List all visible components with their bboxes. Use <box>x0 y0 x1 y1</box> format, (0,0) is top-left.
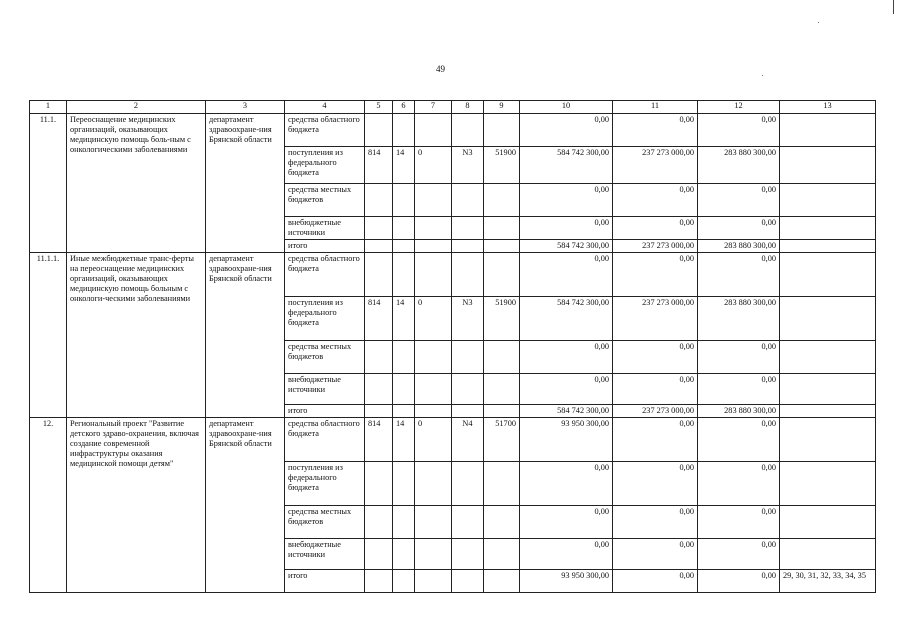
code-cell <box>484 217 520 240</box>
indicator-refs <box>780 506 876 539</box>
code-cell <box>365 506 393 539</box>
code-cell <box>415 506 452 539</box>
code-cell <box>415 253 452 297</box>
amount-year-2: 0,00 <box>698 374 780 405</box>
column-header: 2 <box>67 101 206 114</box>
funding-source: средства местных бюджетов <box>285 184 365 217</box>
code-cell <box>452 570 484 593</box>
indicator-refs <box>780 462 876 506</box>
code-cell <box>484 539 520 570</box>
code-cell: N4 <box>452 418 484 462</box>
code-cell <box>393 506 415 539</box>
column-header: 10 <box>520 101 613 114</box>
amount-year-2: 0,00 <box>698 418 780 462</box>
scan-speck <box>762 75 763 76</box>
budget-table <box>29 100 876 593</box>
amount-total: 93 950 300,00 <box>520 570 613 593</box>
code-cell <box>415 240 452 253</box>
item-name: Переоснащение медицинских организаций, оказывающих медицинскую помощь боль-ным с онкологическими заболеваниями <box>67 114 206 253</box>
code-cell <box>365 114 393 147</box>
code-cell <box>365 217 393 240</box>
amount-year-2: 0,00 <box>698 184 780 217</box>
amount-total: 584 742 300,00 <box>520 240 613 253</box>
amount-total: 0,00 <box>520 539 613 570</box>
code-cell <box>393 341 415 374</box>
amount-total: 0,00 <box>520 506 613 539</box>
amount-year-2: 0,00 <box>698 217 780 240</box>
code-cell <box>365 539 393 570</box>
code-cell <box>365 405 393 418</box>
code-cell <box>484 462 520 506</box>
code-cell <box>452 462 484 506</box>
code-cell <box>484 405 520 418</box>
item-executor: департамент здравоохране-ния Брянской области <box>206 253 285 418</box>
code-cell <box>452 240 484 253</box>
code-cell <box>484 253 520 297</box>
item-executor: департамент здравоохране-ния Брянской области <box>206 114 285 253</box>
amount-total: 584 742 300,00 <box>520 405 613 418</box>
indicator-refs <box>780 341 876 374</box>
code-cell: N3 <box>452 147 484 184</box>
code-cell <box>484 374 520 405</box>
code-cell: N3 <box>452 297 484 341</box>
column-header: 12 <box>698 101 780 114</box>
amount-year-1: 237 273 000,00 <box>613 240 698 253</box>
item-name: Иные межбюджетные транс-ферты на переоснащение медицинских организаций, оказывающих медицинскую помощь больным с онкологи-ческими заболеваниями <box>67 253 206 418</box>
code-cell <box>393 240 415 253</box>
code-cell <box>452 374 484 405</box>
code-cell <box>484 506 520 539</box>
indicator-refs <box>780 539 876 570</box>
code-cell <box>415 341 452 374</box>
indicator-refs <box>780 418 876 462</box>
code-cell <box>365 570 393 593</box>
column-header: 4 <box>285 101 365 114</box>
amount-year-2: 0,00 <box>698 539 780 570</box>
column-header: 5 <box>365 101 393 114</box>
funding-source: итого <box>285 570 365 593</box>
code-cell <box>484 570 520 593</box>
item-executor: департамент здравоохране-ния Брянской области <box>206 418 285 593</box>
code-cell <box>484 114 520 147</box>
amount-year-2: 0,00 <box>698 253 780 297</box>
amount-total: 0,00 <box>520 184 613 217</box>
code-cell <box>452 341 484 374</box>
scan-speck <box>818 22 819 23</box>
amount-year-1: 0,00 <box>613 341 698 374</box>
code-cell <box>484 240 520 253</box>
code-cell <box>365 253 393 297</box>
table-row <box>30 253 876 297</box>
amount-total: 0,00 <box>520 462 613 506</box>
code-cell <box>365 341 393 374</box>
code-cell <box>415 539 452 570</box>
code-cell: 814 <box>365 297 393 341</box>
code-cell: 51700 <box>484 418 520 462</box>
funding-source: итого <box>285 240 365 253</box>
code-cell <box>484 341 520 374</box>
code-cell <box>393 217 415 240</box>
table-header-row <box>30 101 876 114</box>
code-cell <box>415 217 452 240</box>
code-cell <box>393 570 415 593</box>
code-cell <box>452 506 484 539</box>
funding-source: средства областного бюджета <box>285 253 365 297</box>
amount-total: 0,00 <box>520 114 613 147</box>
amount-year-2: 0,00 <box>698 341 780 374</box>
funding-source: средства областного бюджета <box>285 418 365 462</box>
column-header: 6 <box>393 101 415 114</box>
column-header: 1 <box>30 101 67 114</box>
column-header: 13 <box>780 101 876 114</box>
indicator-refs <box>780 184 876 217</box>
amount-year-1: 0,00 <box>613 462 698 506</box>
funding-source: средства местных бюджетов <box>285 506 365 539</box>
code-cell <box>393 253 415 297</box>
funding-source: средства областного бюджета <box>285 114 365 147</box>
indicator-refs <box>780 374 876 405</box>
amount-year-1: 237 273 000,00 <box>613 405 698 418</box>
table-row <box>30 114 876 147</box>
code-cell: 14 <box>393 147 415 184</box>
indicator-refs <box>780 297 876 341</box>
item-number: 11.1. <box>30 114 67 253</box>
code-cell <box>393 462 415 506</box>
table-row <box>30 418 876 462</box>
code-cell: 0 <box>415 418 452 462</box>
amount-total: 0,00 <box>520 217 613 240</box>
code-cell <box>452 184 484 217</box>
amount-total: 584 742 300,00 <box>520 297 613 341</box>
code-cell <box>452 253 484 297</box>
column-header: 7 <box>415 101 452 114</box>
amount-year-2: 283 880 300,00 <box>698 240 780 253</box>
amount-total: 0,00 <box>520 253 613 297</box>
amount-year-1: 0,00 <box>613 418 698 462</box>
code-cell <box>393 374 415 405</box>
amount-year-1: 0,00 <box>613 184 698 217</box>
page-edge-mark <box>893 0 894 14</box>
code-cell <box>415 114 452 147</box>
code-cell: 0 <box>415 297 452 341</box>
item-number: 12. <box>30 418 67 593</box>
funding-source: поступления из федерального бюджета <box>285 462 365 506</box>
code-cell <box>452 217 484 240</box>
code-cell <box>415 184 452 217</box>
code-cell: 814 <box>365 418 393 462</box>
code-cell <box>365 462 393 506</box>
amount-year-2: 283 880 300,00 <box>698 147 780 184</box>
code-cell <box>415 374 452 405</box>
indicator-refs <box>780 217 876 240</box>
code-cell <box>393 539 415 570</box>
funding-source: средства местных бюджетов <box>285 341 365 374</box>
column-header: 11 <box>613 101 698 114</box>
funding-source: поступления из федерального бюджета <box>285 147 365 184</box>
amount-total: 93 950 300,00 <box>520 418 613 462</box>
amount-year-1: 0,00 <box>613 506 698 539</box>
amount-total: 0,00 <box>520 374 613 405</box>
amount-year-2: 0,00 <box>698 506 780 539</box>
amount-year-2: 283 880 300,00 <box>698 405 780 418</box>
amount-year-2: 0,00 <box>698 462 780 506</box>
item-number: 11.1.1. <box>30 253 67 418</box>
funding-source: внебюджетные источники <box>285 217 365 240</box>
amount-total: 584 742 300,00 <box>520 147 613 184</box>
amount-year-1: 0,00 <box>613 114 698 147</box>
code-cell: 14 <box>393 418 415 462</box>
indicator-refs <box>780 253 876 297</box>
indicator-refs <box>780 240 876 253</box>
funding-source: внебюджетные источники <box>285 539 365 570</box>
amount-year-1: 0,00 <box>613 253 698 297</box>
item-name: Региональный проект "Развитие детского здраво-охранения, включая создание современной инфраструктуры оказания медицинской помощи детям" <box>67 418 206 593</box>
funding-source: итого <box>285 405 365 418</box>
page-number: 49 <box>436 64 445 74</box>
amount-year-1: 0,00 <box>613 217 698 240</box>
code-cell <box>365 184 393 217</box>
amount-year-2: 0,00 <box>698 114 780 147</box>
code-cell: 0 <box>415 147 452 184</box>
indicator-refs: 29, 30, 31, 32, 33, 34, 35 <box>780 570 876 593</box>
code-cell <box>452 539 484 570</box>
column-header: 8 <box>452 101 484 114</box>
code-cell <box>452 114 484 147</box>
code-cell <box>393 114 415 147</box>
code-cell <box>365 374 393 405</box>
amount-year-1: 0,00 <box>613 570 698 593</box>
amount-year-1: 0,00 <box>613 374 698 405</box>
column-header: 3 <box>206 101 285 114</box>
amount-year-2: 0,00 <box>698 570 780 593</box>
code-cell: 814 <box>365 147 393 184</box>
funding-source: поступления из федерального бюджета <box>285 297 365 341</box>
amount-year-2: 283 880 300,00 <box>698 297 780 341</box>
code-cell <box>484 184 520 217</box>
code-cell <box>415 462 452 506</box>
code-cell <box>452 405 484 418</box>
code-cell <box>415 405 452 418</box>
code-cell <box>393 184 415 217</box>
amount-year-1: 237 273 000,00 <box>613 147 698 184</box>
code-cell <box>415 570 452 593</box>
indicator-refs <box>780 114 876 147</box>
code-cell: 51900 <box>484 147 520 184</box>
code-cell: 51900 <box>484 297 520 341</box>
indicator-refs <box>780 147 876 184</box>
code-cell <box>393 405 415 418</box>
amount-year-1: 0,00 <box>613 539 698 570</box>
amount-total: 0,00 <box>520 341 613 374</box>
funding-source: внебюджетные источники <box>285 374 365 405</box>
code-cell: 14 <box>393 297 415 341</box>
indicator-refs <box>780 405 876 418</box>
code-cell <box>365 240 393 253</box>
amount-year-1: 237 273 000,00 <box>613 297 698 341</box>
column-header: 9 <box>484 101 520 114</box>
